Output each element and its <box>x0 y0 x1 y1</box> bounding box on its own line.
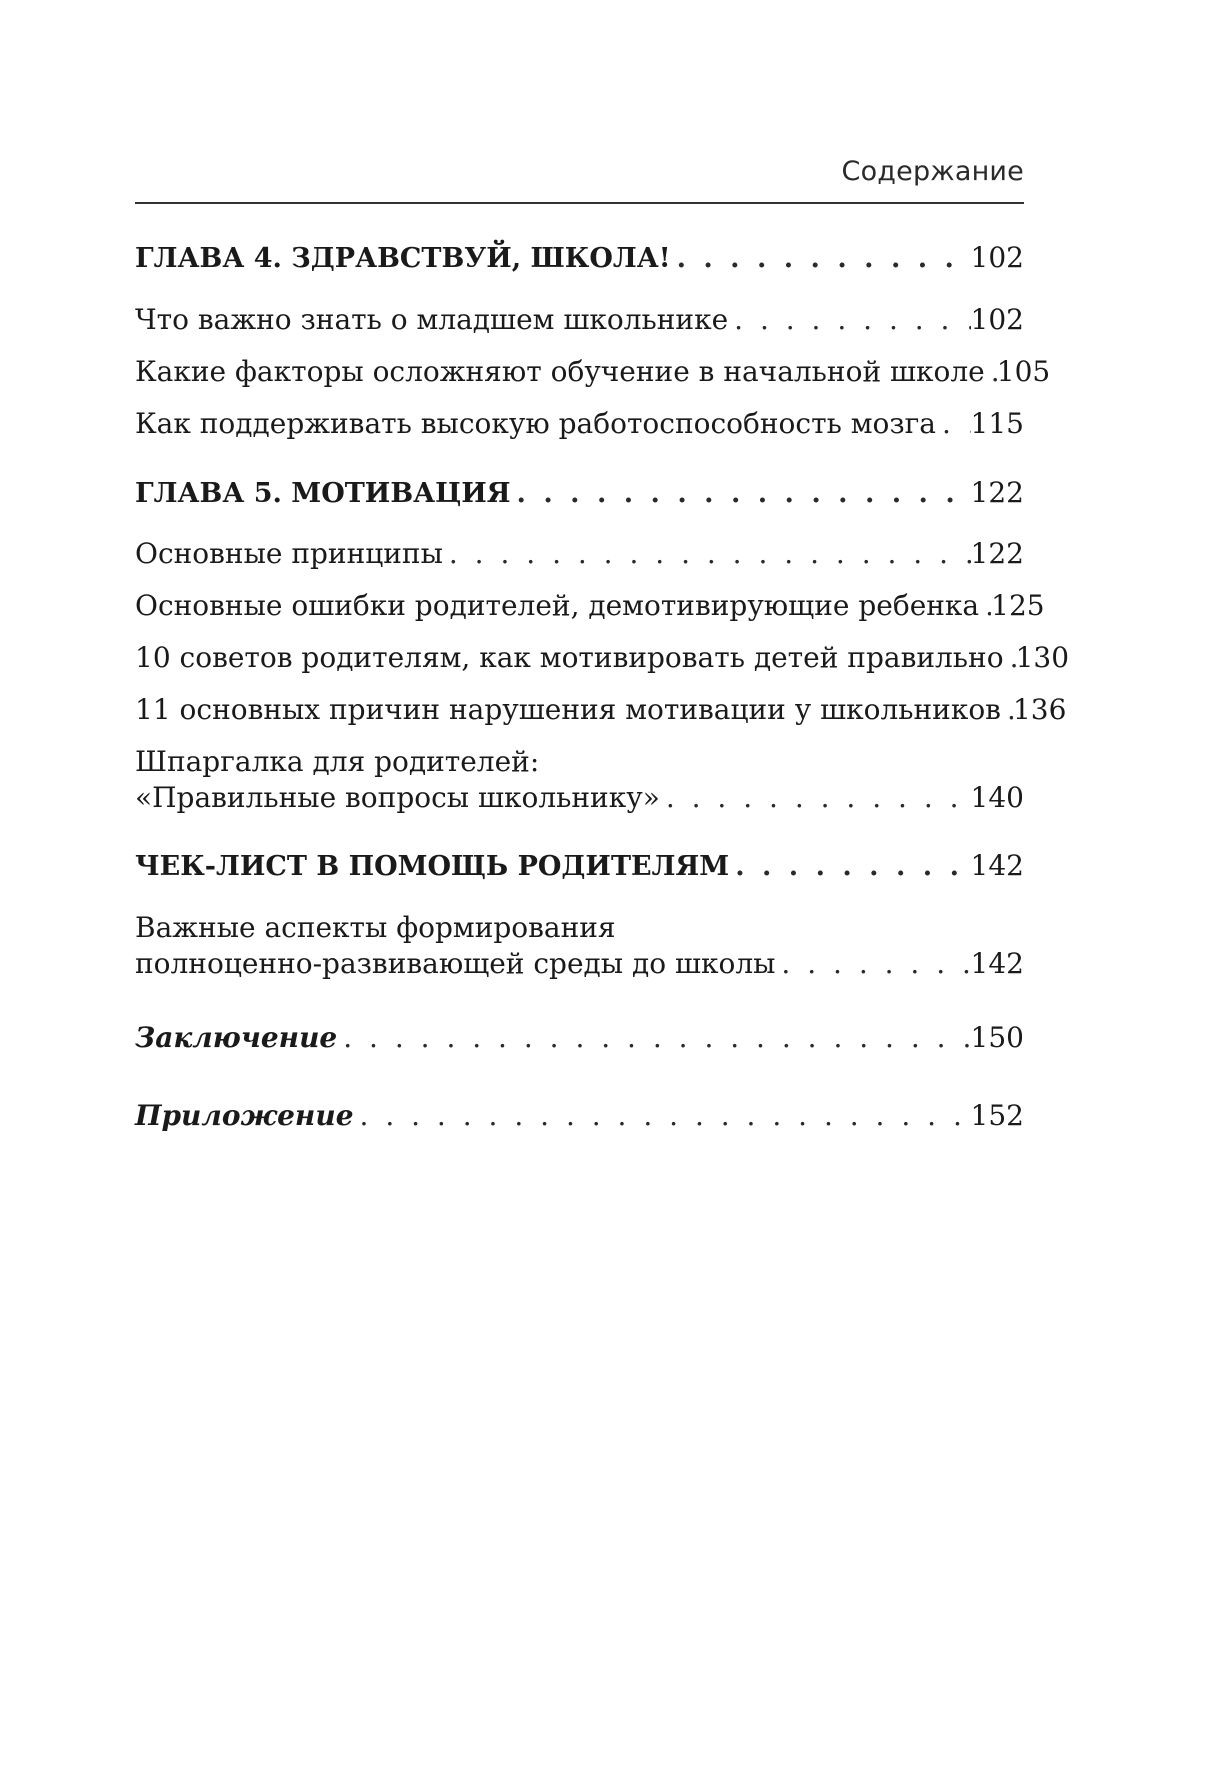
dot-leader <box>728 302 970 338</box>
toc-entry-title: ГЛАВА 4. ЗДРАВСТВУЙ, ШКОЛА! <box>135 243 671 274</box>
toc-entry-title: Заключение <box>135 1021 338 1054</box>
toc-section[interactable] <box>135 692 1067 728</box>
dot-leader <box>775 946 970 982</box>
toc-entry-title: 10 советов родителям, как мотивировать детей правильно <box>135 641 1004 674</box>
toc-appendix[interactable] <box>135 1098 1024 1134</box>
toc-chapter-5[interactable] <box>135 475 1024 512</box>
toc-page-number: 115 <box>970 407 1024 440</box>
dot-leader <box>936 406 971 442</box>
header-rule <box>135 202 1024 204</box>
toc-entry-title-line1: Важные аспекты формирования <box>135 911 616 944</box>
toc-checklist[interactable] <box>135 848 1024 885</box>
dot-leader <box>1001 692 1013 728</box>
toc-page-number: 102 <box>970 303 1024 336</box>
toc-page-number: 122 <box>970 476 1024 509</box>
toc-entry-title: «Правильные вопросы школьнику» <box>135 781 660 814</box>
toc-page-number: 136 <box>1012 693 1067 726</box>
toc-entry-title: Приложение <box>135 1099 354 1132</box>
toc-entry-title: Какие факторы осложняют обучение в начальной школе <box>135 355 985 388</box>
toc-section[interactable] <box>135 744 1024 816</box>
toc-conclusion[interactable] <box>135 1020 1024 1056</box>
toc-page-number: 125 <box>991 589 1045 622</box>
toc-page-number: 105 <box>996 355 1051 388</box>
running-head: Содержание <box>841 156 1024 187</box>
dot-leader <box>979 588 991 624</box>
toc-section[interactable] <box>135 302 1024 338</box>
toc-page-number: 142 <box>970 849 1024 882</box>
toc-page-number: 142 <box>970 947 1024 980</box>
toc-entry-title: Что важно знать о младшем школьнике <box>135 303 729 336</box>
toc-section[interactable] <box>135 536 1024 572</box>
toc-page-number: 122 <box>970 537 1024 570</box>
toc-page-number: 140 <box>970 781 1024 814</box>
dot-leader <box>660 780 971 816</box>
toc-section[interactable] <box>135 354 1051 390</box>
toc-page-number: 152 <box>970 1099 1024 1132</box>
toc-entry-title: Основные принципы <box>135 537 443 570</box>
dot-leader <box>511 476 971 512</box>
toc-entry-title: полноценно-развивающей среды до школы <box>135 947 776 980</box>
dot-leader <box>337 1020 970 1056</box>
toc-chapter-4[interactable] <box>135 240 1024 277</box>
toc-section[interactable] <box>135 640 1070 676</box>
toc-section[interactable] <box>135 406 1024 442</box>
toc-entry-title: ЧЕК-ЛИСТ В ПОМОЩЬ РОДИТЕЛЯМ <box>135 851 730 882</box>
toc-section[interactable] <box>135 588 1045 624</box>
toc-entry-title-line1: Шпаргалка для родителей: <box>135 745 540 778</box>
dot-leader <box>354 1098 971 1134</box>
toc-page-number: 150 <box>970 1021 1024 1054</box>
dot-leader <box>985 354 997 390</box>
toc-entry-title: Как поддерживать высокую работоспособность мозга <box>135 407 936 440</box>
toc-entry-title: 11 основных причин нарушения мотивации у школьников <box>135 693 1001 726</box>
toc-section[interactable] <box>135 910 1024 982</box>
dot-leader <box>443 536 971 572</box>
toc-page-number: 130 <box>1015 641 1070 674</box>
dot-leader <box>729 849 970 885</box>
toc-entry-title: Основные ошибки родителей, демотивирующие ребенка <box>135 589 980 622</box>
toc-page-number: 102 <box>970 241 1024 274</box>
toc-entry-title: ГЛАВА 5. МОТИВАЦИЯ <box>135 478 511 509</box>
dot-leader <box>1004 640 1016 676</box>
dot-leader <box>671 241 971 277</box>
